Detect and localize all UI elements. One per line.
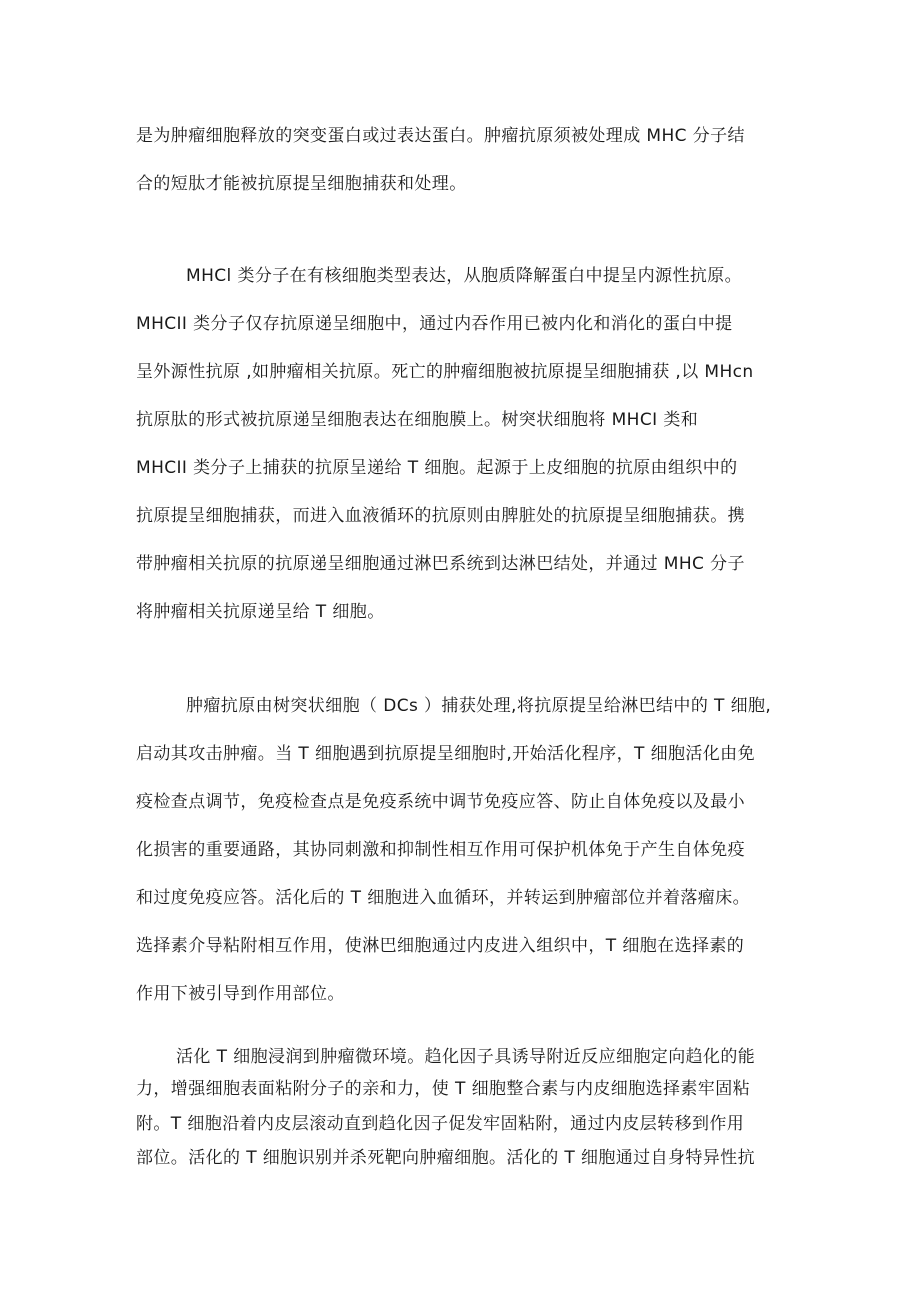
paragraph-1-line-2: 合的短肽才能被抗原提呈细胞捕获和处理。 <box>136 174 467 194</box>
paragraph-2-line-6: 抗原提呈细胞捕获，而进入血液循环的抗原则由脾脏处的抗原提呈细胞捕获。携 <box>136 506 745 526</box>
paragraph-3-line-1: 肿瘤抗原由树突状细胞（ DCs ）捕获处理,将抗原提呈给淋巴结中的 T 细胞, <box>186 696 772 716</box>
paragraph-1-line-1: 是为肿瘤细胞释放的突变蛋白或过表达蛋白。肿瘤抗原须被处理成 MHC 分子结 <box>136 126 745 146</box>
paragraph-2-line-5: MHCII 类分子上捕获的抗原呈递给 T 细胞。起源于上皮细胞的抗原由组织中的 <box>136 458 738 478</box>
paragraph-2-line-1: MHCl 类分子在有核细胞类型表达，从胞质降解蛋白中提呈内源性抗原。 <box>186 266 743 286</box>
paragraph-4-line-2: 力，增强细胞表面粘附分子的亲和力，使 T 细胞整合素与内皮细胞选择素牢固粘 <box>136 1079 750 1099</box>
paragraph-4-line-1: 活化 T 细胞浸润到肿瘤微环境。趋化因子具诱导附近反应细胞定向趋化的能 <box>176 1047 756 1067</box>
paragraph-3-line-7: 作用下被引导到作用部位。 <box>136 984 345 1004</box>
paragraph-3-line-4: 化损害的重要通路，其协同刺激和抑制性相互作用可保护机体免于产生自体免疫 <box>136 840 745 860</box>
paragraph-4-line-3: 附。T 细胞沿着内皮层滚动直到趋化因子促发牢固粘附，通过内皮层转移到作用 <box>136 1114 745 1134</box>
paragraph-2-line-2: MHCII 类分子仅存抗原递呈细胞中，通过内吞作用已被内化和消化的蛋白中提 <box>136 314 733 334</box>
paragraph-2-line-8: 将肿瘤相关抗原递呈给 T 细胞。 <box>136 602 385 622</box>
paragraph-3-line-2: 启动其攻击肿瘤。当 T 细胞遇到抗原提呈细胞时,开始活化程序，T 细胞活化由免 <box>136 744 755 764</box>
paragraph-4-line-4: 部位。活化的 T 细胞识别并杀死靶向肿瘤细胞。活化的 T 细胞通过自身特异性抗 <box>136 1148 755 1168</box>
paragraph-2-line-4: 抗原肽的形式被抗原递呈细胞表达在细胞膜上。树突状细胞将 MHCI 类和 <box>136 410 699 430</box>
paragraph-3-line-6: 选择素介导粘附相互作用，使淋巴细胞通过内皮进入组织中，T 细胞在选择素的 <box>136 936 745 956</box>
paragraph-3-line-5: 和过度免疫应答。活化后的 T 细胞进入血循环，并转运到肿瘤部位并着落瘤床。 <box>136 888 750 908</box>
paragraph-2-line-7: 带肿瘤相关抗原的抗原递呈细胞通过淋巴系统到达淋巴结处，并通过 MHC 分子 <box>136 554 745 574</box>
paragraph-3-line-3: 疫检查点调节，免疫检查点是免疫系统中调节免疫应答、防止自体免疫以及最小 <box>136 792 745 812</box>
paragraph-2-line-3: 呈外源性抗原 ,如肿瘤相关抗原。死亡的肿瘤细胞被抗原提呈细胞捕获 ,以 MHcn <box>136 362 754 382</box>
